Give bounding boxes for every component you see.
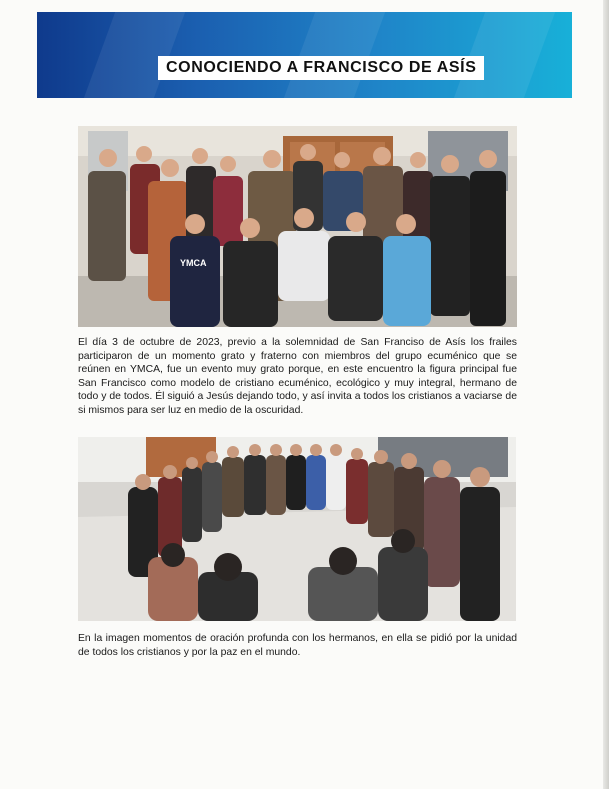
prayer-photo	[78, 437, 516, 621]
ymca-shirt-text: YMCA	[180, 258, 207, 268]
banner-stripe	[442, 12, 563, 98]
prayer-description-paragraph: En la imagen momentos de oración profunda con los hermanos, en ella se pidió por la unidad de todos los cristianos y por la paz en el mundo.	[78, 633, 517, 658]
banner-stripe	[72, 12, 193, 98]
group-photo-illustration	[78, 126, 517, 327]
prayer-photo-illustration	[78, 437, 516, 621]
banner-stripe	[272, 12, 393, 98]
event-description-paragraph: El día 3 de octubre de 2023, previo a la solemnidad de San Franciso de Asís los frailes participaron de un momento grato y fraterno con miembros del grupo ecuménico que se reúnen en YMCA, fue un evento muy grato porque, en este encuentro la figura principal fue San Francisco como modelo de cristiano ecuménico, ecológico y muy integral, hermano de todo y de todos. Él siguió a Jesús dejando todo, y así invita a todos los cristianos a vaciarse de si mismos para ser luz en medio de la oscuridad.	[78, 337, 517, 416]
header-banner	[37, 12, 572, 98]
page-title: CONOCIENDO A FRANCISCO DE ASÍS	[158, 56, 484, 80]
page-edge-shadow	[603, 0, 609, 789]
group-photo	[78, 126, 517, 327]
